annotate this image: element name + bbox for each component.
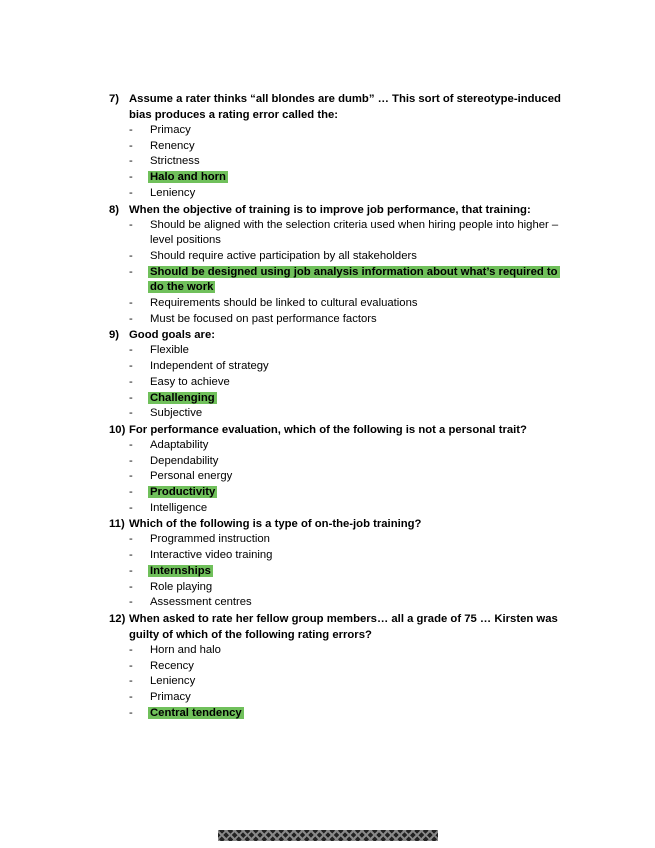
answer-option bbox=[109, 469, 569, 485]
answer-option bbox=[109, 249, 569, 265]
option-text: Should be aligned with the selection criteria used when hiring people into higher –level positions bbox=[150, 218, 559, 247]
correct-answer-option bbox=[109, 265, 569, 296]
option-text: Must be focused on past performance factors bbox=[150, 312, 377, 325]
dash-bullet: - bbox=[129, 549, 133, 562]
answer-option bbox=[109, 406, 569, 422]
answer-option bbox=[109, 139, 569, 155]
option-text: Requirements should be linked to cultural evaluations bbox=[150, 297, 418, 310]
question-number: 11) bbox=[109, 518, 125, 531]
question-block bbox=[109, 422, 569, 517]
question-prompt bbox=[109, 422, 569, 438]
dash-bullet: - bbox=[129, 643, 133, 656]
answer-options bbox=[109, 643, 569, 722]
correct-answer-option bbox=[109, 564, 569, 580]
correct-answer-option bbox=[109, 170, 569, 186]
option-text: Role playing bbox=[150, 580, 213, 593]
option-text: Internships bbox=[150, 564, 211, 577]
question-number: 9) bbox=[109, 329, 120, 342]
question-prompt bbox=[109, 202, 569, 218]
answer-options bbox=[109, 532, 569, 611]
answer-option bbox=[109, 548, 569, 564]
question-text: Assume a rater thinks “all blondes are dumb” … This sort of stereotype-induced bias produces a rating error called the: bbox=[129, 93, 561, 121]
dash-bullet: - bbox=[129, 533, 133, 546]
question-block bbox=[109, 516, 569, 611]
dash-bullet: - bbox=[129, 265, 133, 278]
option-text: Horn and halo bbox=[150, 643, 221, 656]
option-text: Primacy bbox=[150, 691, 191, 704]
question-block bbox=[109, 202, 569, 328]
dash-bullet: - bbox=[129, 454, 133, 467]
option-text: Should be designed using job analysis information about what’s required to do the work bbox=[150, 265, 558, 294]
option-text: Dependability bbox=[150, 454, 219, 467]
dash-bullet: - bbox=[129, 344, 133, 357]
dash-bullet: - bbox=[129, 580, 133, 593]
answer-option bbox=[109, 674, 569, 690]
question-block bbox=[109, 91, 569, 202]
option-text: Intelligence bbox=[150, 501, 208, 514]
option-text: Primacy bbox=[150, 124, 191, 136]
dash-bullet: - bbox=[129, 186, 133, 199]
question-text: When asked to rate her fellow group members… all a grade of 75 … Kirsten was guilty of which of the following rating errors? bbox=[129, 612, 558, 641]
answer-option bbox=[109, 375, 569, 391]
option-text: Productivity bbox=[150, 486, 216, 499]
option-text: Subjective bbox=[150, 407, 203, 420]
answer-option bbox=[109, 296, 569, 312]
option-text: Flexible bbox=[150, 344, 189, 357]
answer-option bbox=[109, 186, 569, 202]
answer-option bbox=[109, 343, 569, 359]
question-block bbox=[109, 611, 569, 722]
question-prompt bbox=[109, 327, 569, 343]
answer-option bbox=[109, 154, 569, 170]
question-number: 10) bbox=[109, 423, 126, 436]
answer-options bbox=[109, 123, 569, 202]
dash-bullet: - bbox=[129, 171, 133, 184]
answer-option bbox=[109, 454, 569, 470]
answer-option bbox=[109, 643, 569, 659]
option-text: Halo and horn bbox=[150, 171, 226, 184]
dash-bullet: - bbox=[129, 139, 133, 152]
answer-option bbox=[109, 532, 569, 548]
correct-answer-option bbox=[109, 391, 569, 407]
dash-bullet: - bbox=[129, 691, 133, 704]
dash-bullet: - bbox=[129, 155, 133, 168]
question-number: 12) bbox=[109, 612, 126, 625]
dash-bullet: - bbox=[129, 706, 133, 719]
answer-options bbox=[109, 438, 569, 517]
option-text: Independent of strategy bbox=[150, 360, 269, 373]
dash-bullet: - bbox=[129, 486, 133, 499]
option-text: Programmed instruction bbox=[150, 533, 270, 546]
option-text: Interactive video training bbox=[150, 549, 273, 562]
dash-bullet: - bbox=[129, 218, 133, 231]
dash-bullet: - bbox=[129, 501, 133, 514]
dash-bullet: - bbox=[129, 470, 133, 483]
redacted-footer-bar bbox=[218, 830, 438, 841]
dash-bullet: - bbox=[129, 659, 133, 672]
question-text: For performance evaluation, which of the following is not a personal trait? bbox=[129, 423, 527, 436]
answer-option bbox=[109, 359, 569, 375]
dash-bullet: - bbox=[129, 564, 133, 577]
option-text: Easy to achieve bbox=[150, 375, 230, 388]
option-text: Challenging bbox=[150, 391, 215, 404]
option-text: Recency bbox=[150, 659, 194, 672]
answer-option bbox=[109, 690, 569, 706]
question-prompt bbox=[109, 516, 569, 532]
question-text: Which of the following is a type of on-the-job training? bbox=[129, 518, 422, 531]
option-text: Adaptability bbox=[150, 438, 209, 451]
answer-option bbox=[109, 595, 569, 611]
dash-bullet: - bbox=[129, 407, 133, 420]
option-text: Leniency bbox=[150, 186, 196, 199]
answer-options bbox=[109, 218, 569, 328]
answer-option bbox=[109, 218, 569, 249]
question-number: 8) bbox=[109, 203, 120, 216]
answer-option bbox=[109, 580, 569, 596]
question-prompt bbox=[109, 611, 569, 643]
answer-option bbox=[109, 501, 569, 517]
dash-bullet: - bbox=[129, 312, 133, 325]
answer-option bbox=[109, 123, 569, 139]
option-text: Central tendency bbox=[150, 706, 242, 719]
answer-option bbox=[109, 438, 569, 454]
question-block bbox=[109, 327, 569, 422]
dash-bullet: - bbox=[129, 124, 133, 136]
dash-bullet: - bbox=[129, 297, 133, 310]
option-text: Personal energy bbox=[150, 470, 233, 483]
option-text: Renency bbox=[150, 139, 195, 152]
answer-option bbox=[109, 312, 569, 328]
option-text: Assessment centres bbox=[150, 596, 252, 609]
answer-options bbox=[109, 343, 569, 422]
dash-bullet: - bbox=[129, 375, 133, 388]
question-number: 7) bbox=[109, 93, 120, 105]
dash-bullet: - bbox=[129, 675, 133, 688]
question-prompt bbox=[109, 91, 569, 123]
quiz-document bbox=[109, 91, 569, 722]
dash-bullet: - bbox=[129, 360, 133, 373]
dash-bullet: - bbox=[129, 596, 133, 609]
question-text: Good goals are: bbox=[129, 329, 215, 342]
answer-option bbox=[109, 659, 569, 675]
option-text: Should require active participation by all stakeholders bbox=[150, 249, 417, 262]
option-text: Strictness bbox=[150, 155, 200, 168]
correct-answer-option bbox=[109, 485, 569, 501]
dash-bullet: - bbox=[129, 391, 133, 404]
dash-bullet: - bbox=[129, 249, 133, 262]
correct-answer-option bbox=[109, 706, 569, 722]
dash-bullet: - bbox=[129, 438, 133, 451]
option-text: Leniency bbox=[150, 675, 196, 688]
question-text: When the objective of training is to improve job performance, that training: bbox=[129, 203, 531, 216]
